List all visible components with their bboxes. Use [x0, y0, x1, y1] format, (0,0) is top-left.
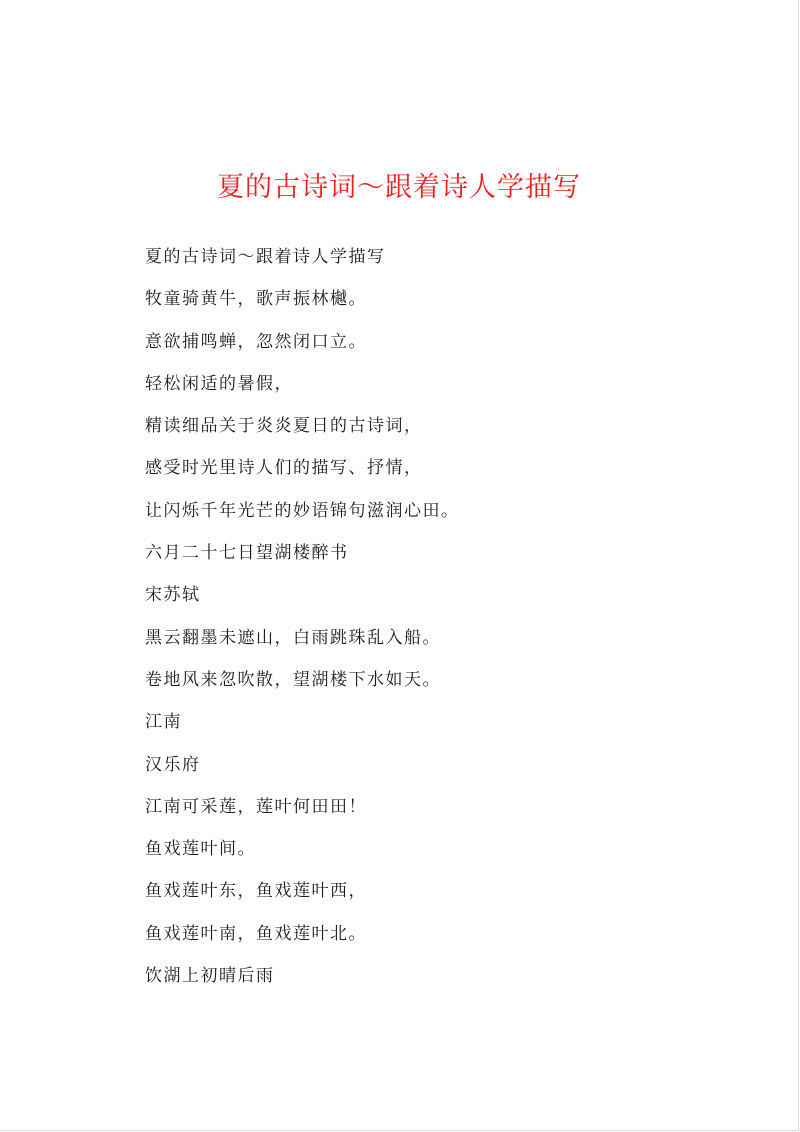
poem-line: 鱼戏莲叶南，鱼戏莲叶北。: [145, 923, 367, 944]
text-line: 精读细品关于炎炎夏日的古诗词，: [145, 416, 423, 437]
text-line: 让闪烁千年光芒的妙语锦句滋润心田。: [145, 500, 460, 521]
poem-line: 鱼戏莲叶东，鱼戏莲叶西，: [145, 881, 367, 902]
poem-title: 饮湖上初晴后雨: [145, 966, 275, 987]
text-line: 意欲捕鸣蝉，忽然闭口立。: [145, 331, 367, 352]
poem-author: 宋苏轼: [145, 585, 201, 606]
poem-lines: [145, 240, 705, 1001]
poem-title: 六月二十七日望湖楼醉书: [145, 543, 349, 564]
poem-line: 鱼戏莲叶间。: [145, 839, 256, 860]
text-line: 牧童骑黄牛，歌声振林樾。: [145, 289, 367, 310]
poem-author: 汉乐府: [145, 754, 201, 775]
poem-line: 黑云翻墨未遮山，白雨跳珠乱入船。: [145, 627, 441, 648]
text-line: 夏的古诗词～跟着诗人学描写: [145, 247, 386, 267]
poem-line: 江南可采莲，莲叶何田田！: [145, 796, 367, 817]
text-line: 轻松闲适的暑假，: [145, 373, 293, 394]
poem-title: 江南: [145, 712, 182, 733]
document-title: 夏的古诗词～跟着诗人学描写: [217, 172, 581, 203]
poem-line: 卷地风来忽吹散，望湖楼下水如天。: [145, 669, 441, 690]
text-line: 感受时光里诗人们的描写、抒情，: [145, 458, 423, 479]
